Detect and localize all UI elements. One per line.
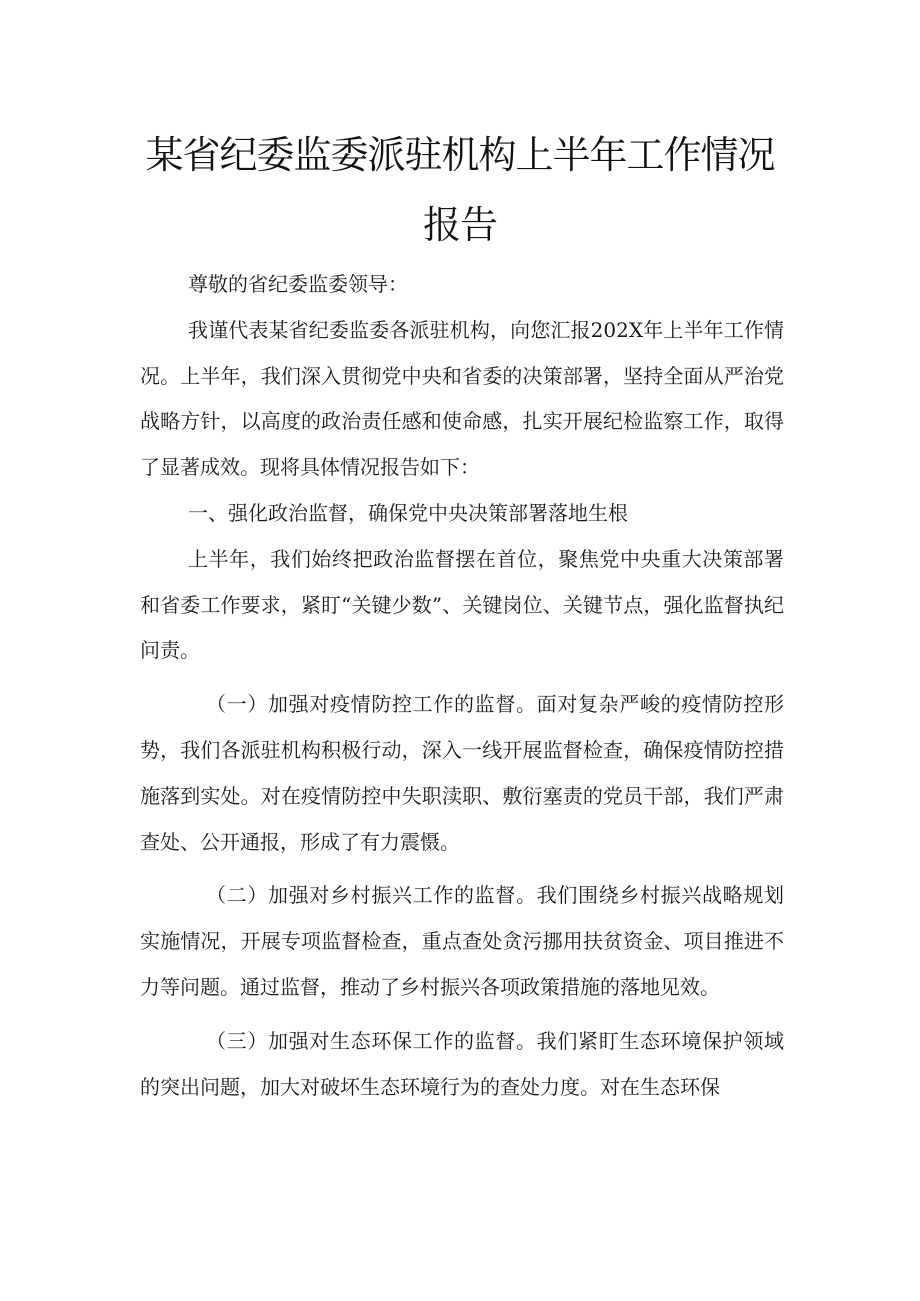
document-title-line-2: 报告 (422, 203, 497, 247)
section-1-intro-paragraph: 上半年，我们始终把政治监督摆在首位，聚焦党中央重大决策部署和省委工作要求，紧盯“关键少数”、关键岗位、关键节点，强化监督执纪问责。 (140, 546, 784, 663)
item-3-paragraph: （三）加强对生态环保工作的监督。我们紧盯生态环境保护领域的突出问题，加大对破坏生态环境行为的查处力度。对在生态环保 (140, 1028, 784, 1099)
salutation: 尊敬的省纪委监委领导： (188, 272, 408, 296)
item-1-paragraph: （一）加强对疫情防控工作的监督。面对复杂严峻的疫情防控形势，我们各派驻机构积极行动，深入一线开展监督检查，确保疫情防控措施落到实处。对在疫情防控中失职渎职、敷衍塞责的党员干部，我们严肃查处、公开通报，形成了有力震慑。 (140, 692, 784, 854)
document-title-line-1: 某省纪委监委派驻机构上半年工作情况 (145, 133, 775, 177)
document-body (140, 262, 784, 1110)
intro-paragraph: 我谨代表某省纪委监委各派驻机构，向您汇报202X年上半年工作情况。上半年，我们深入贯彻党中央和省委的决策部署，坚持全面从严治党战略方针，以高度的政治责任感和使命感，扎实开展纪检监察工作，取得了显著成效。现将具体情况报告如下： (140, 317, 784, 480)
section-1-heading: 一、强化政治监督，确保党中央决策部署落地生根 (188, 500, 628, 525)
item-2-paragraph: （二）加强对乡村振兴工作的监督。我们围绕乡村振兴战略规划实施情况，开展专项监督检查，重点查处贪污挪用扶贫资金、项目推进不力等问题。通过监督，推动了乡村振兴各项政策措施的落地见效。 (140, 883, 784, 999)
